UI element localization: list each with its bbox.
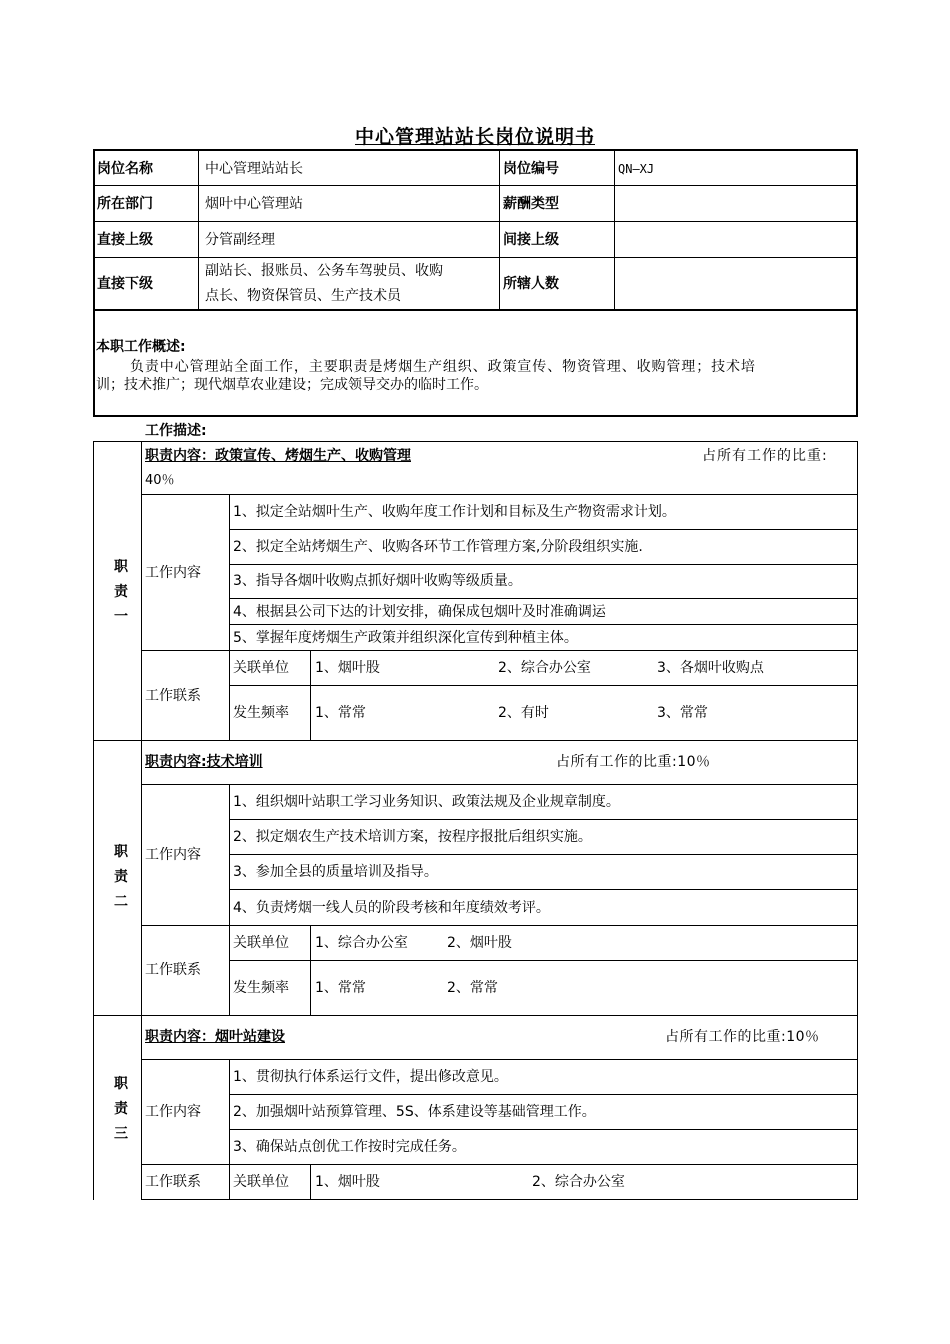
duty-three-work-content-label: 工作内容	[145, 1104, 201, 1120]
duty-one-freq: 2、有时	[498, 705, 549, 721]
duty-one-item: 1、拟定全站烟叶生产、收购年度工作计划和目标及生产物资需求计划。	[233, 504, 676, 520]
duty-one-content: 职责内容：政策宣传、烤烟生产、收购管理	[145, 448, 411, 464]
duty-one-unit: 1、烟叶股	[315, 660, 380, 676]
duty-two-unit: 2、烟叶股	[447, 935, 512, 951]
duty-two-content: 职责内容:技术培训	[145, 754, 263, 770]
duty-two-ratio: 占所有工作的比重:10％	[556, 754, 711, 770]
duty-three-item: 1、贯彻执行体系运行文件，提出修改意见。	[233, 1069, 508, 1085]
duty-three-content: 职责内容：烟叶站建设	[145, 1029, 285, 1045]
duty-three-unit: 1、烟叶股	[315, 1174, 380, 1190]
duty-three-item: 3、确保站点创优工作按时完成任务。	[233, 1139, 466, 1155]
work-description-label: 工作描述:	[145, 423, 207, 439]
duty-three-unit-label: 关联单位	[233, 1174, 289, 1190]
position-name-label: 岗位名称	[97, 161, 153, 177]
position-name-value: 中心管理站站长	[205, 161, 303, 177]
duty-three-char2: 责	[114, 1101, 128, 1117]
duty-three-char1: 职	[114, 1076, 128, 1092]
summary-label: 本职工作概述:	[96, 339, 186, 355]
duty-two-work-content-label: 工作内容	[145, 847, 201, 863]
duty-one-char1: 职	[114, 559, 128, 575]
direct-subordinate-label: 直接下级	[97, 276, 153, 292]
duty-two-unit: 1、综合办公室	[315, 935, 408, 951]
salary-type-label: 薪酬类型	[503, 196, 559, 212]
duty-two-freq-label: 发生频率	[233, 980, 289, 996]
direct-superior-label: 直接上级	[97, 232, 153, 248]
duty-one-ratio: 40％	[145, 473, 175, 488]
direct-superior-value: 分管副经理	[205, 232, 275, 248]
duty-one-freq-label: 发生频率	[233, 705, 289, 721]
summary-line2: 训；技术推广；现代烟草农业建设；完成领导交办的临时工作。	[96, 377, 488, 393]
duty-two-char2: 责	[114, 869, 128, 885]
position-code-label: 岗位编号	[503, 161, 559, 177]
direct-subordinate-line1: 副站长、报账员、公务车驾驶员、收购	[205, 263, 443, 279]
department-value: 烟叶中心管理站	[205, 196, 303, 212]
duty-three-unit: 2、综合办公室	[532, 1174, 625, 1190]
duty-one-work-content-label: 工作内容	[145, 565, 201, 581]
duty-one-item: 4、根据县公司下达的计划安排，确保成包烟叶及时准确调运	[233, 604, 606, 620]
duty-two-item: 1、组织烟叶站职工学习业务知识、政策法规及企业规章制度。	[233, 794, 620, 810]
duty-one-item: 2、拟定全站烤烟生产、收购各环节工作管理方案,分阶段组织实施.	[233, 539, 643, 555]
duty-three-char3: 三	[114, 1126, 128, 1142]
duty-one-item: 3、指导各烟叶收购点抓好烟叶收购等级质量。	[233, 573, 522, 589]
duty-one-unit-label: 关联单位	[233, 660, 289, 676]
duty-one-unit: 2、综合办公室	[498, 660, 591, 676]
duty-one-item: 5、掌握年度烤烟生产政策并组织深化宣传到种植主体。	[233, 630, 578, 646]
duty-three-ratio: 占所有工作的比重:10％	[665, 1029, 820, 1045]
duty-one-ratio-label: 占所有工作的比重:	[702, 448, 828, 464]
direct-subordinate-line2: 点长、物资保管员、生产技术员	[205, 288, 401, 304]
duty-two-item: 4、负责烤烟一线人员的阶段考核和年度绩效考评。	[233, 900, 550, 916]
duty-two-freq: 1、常常	[315, 980, 366, 996]
duty-one-char3: 一	[114, 609, 128, 625]
duty-two-item: 2、拟定烟农生产技术培训方案，按程序报批后组织实施。	[233, 829, 592, 845]
duty-two-relation-label: 工作联系	[145, 962, 201, 978]
duty-one-unit: 3、各烟叶收购点	[657, 660, 764, 676]
headcount-label: 所辖人数	[503, 276, 559, 292]
duty-two-unit-label: 关联单位	[233, 935, 289, 951]
position-code-value: QN—XJ	[618, 162, 655, 176]
duty-three-item: 2、加强烟叶站预算管理、5S、体系建设等基础管理工作。	[233, 1104, 596, 1120]
duty-one-relation-label: 工作联系	[145, 688, 201, 704]
summary-line1: 负责中心管理站全面工作，主要职责是烤烟生产组织、政策宣传、物资管理、收购管理；技术培	[130, 359, 756, 375]
duty-two-char1: 职	[114, 844, 128, 860]
page-title: 中心管理站站长岗位说明书	[354, 126, 595, 148]
duty-one-freq: 1、常常	[315, 705, 366, 721]
duty-three-relation-label: 工作联系	[145, 1174, 201, 1190]
duty-one-char2: 责	[114, 584, 128, 600]
duty-two-item: 3、参加全县的质量培训及指导。	[233, 864, 438, 880]
duty-two-freq: 2、常常	[447, 980, 498, 996]
department-label: 所在部门	[97, 196, 153, 212]
indirect-superior-label: 间接上级	[503, 232, 559, 248]
duty-two-char3: 二	[114, 894, 128, 910]
duty-one-freq: 3、常常	[657, 705, 708, 721]
